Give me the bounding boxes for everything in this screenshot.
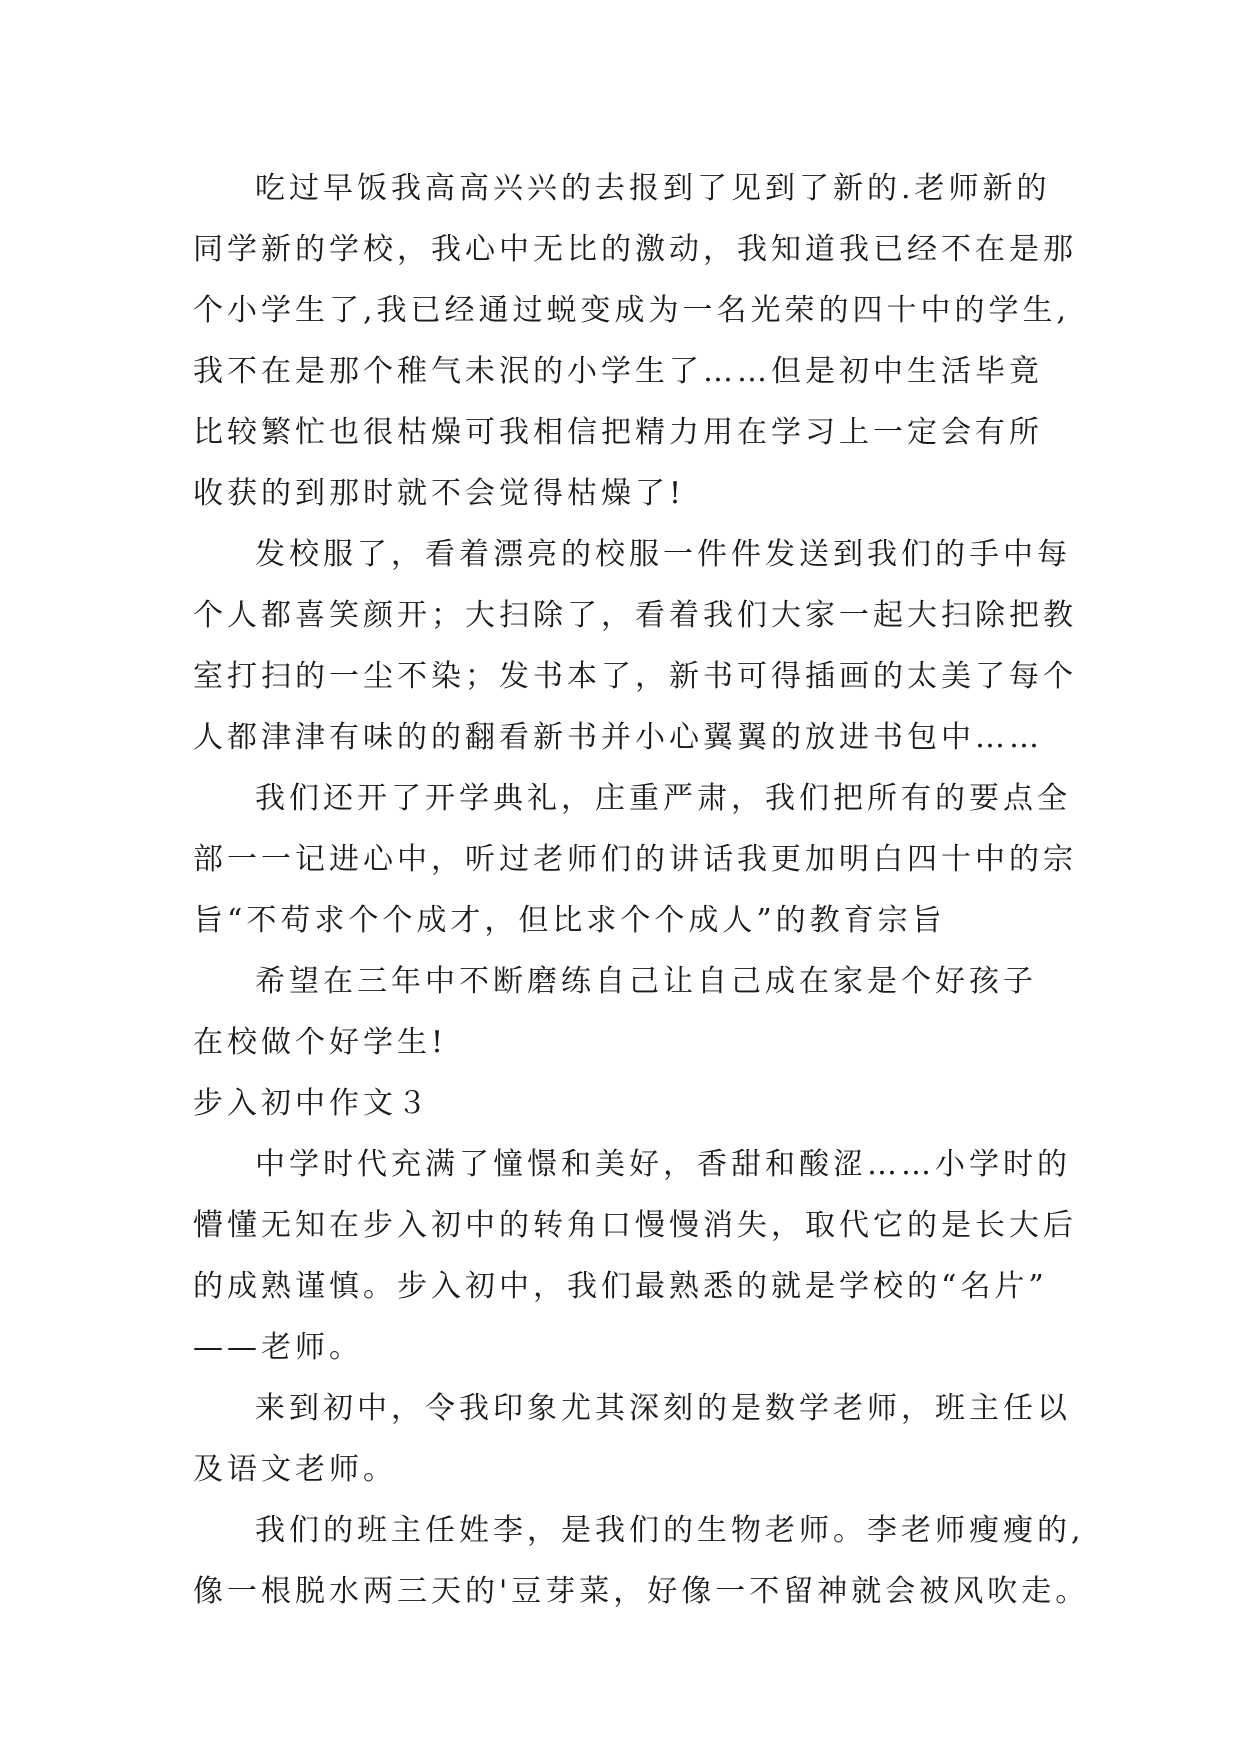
text-line: 旨“不苟求个个成才，但比求个个成人”的教育宗旨 xyxy=(193,903,946,938)
text-line: 人都津津有味的的翻看新书并小心翼翼的放进书包中…… xyxy=(193,720,1043,755)
section-heading: 步入初中作文３ xyxy=(193,1086,431,1121)
text-line: 收获的到那时就不会觉得枯燥了! xyxy=(193,476,686,511)
text-line: 室打扫的一尘不染；发书本了，新书可得插画的太美了每个 xyxy=(193,659,1077,694)
text-line: 希望在三年中不断磨练自己让自己成在家是个好孩子 xyxy=(255,964,1037,999)
text-line: 我不在是那个稚气未泯的小学生了……但是初中生活毕竟 xyxy=(193,354,1043,389)
text-line: 我们还开了开学典礼，庄重严肃，我们把所有的要点全 xyxy=(255,781,1071,816)
text-line: 部一一记进心中，听过老师们的讲话我更加明白四十中的宗 xyxy=(193,842,1077,877)
text-line: 吃过早饭我高高兴兴的去报到了见到了新的.老师新的 xyxy=(255,171,1051,206)
text-line: ——老师。 xyxy=(193,1330,363,1365)
text-line: 同学新的学校，我心中无比的激动，我知道我已经不在是那 xyxy=(193,232,1077,267)
text-line: 在校做个好学生! xyxy=(193,1025,448,1060)
text-line: 懵懂无知在步入初中的转角口慢慢消失，取代它的是长大后 xyxy=(193,1208,1077,1243)
text-line: 个小学生了,我已经通过蜕变成为一名光荣的四十中的学生, xyxy=(193,293,1071,328)
text-line: 我们的班主任姓李，是我们的生物老师。李老师瘦瘦的, xyxy=(255,1513,1085,1548)
text-line: 发校服了，看着漂亮的校服一件件发送到我们的手中每 xyxy=(255,537,1071,572)
document-body xyxy=(193,158,1093,1622)
text-line: 及语文老师。 xyxy=(193,1452,397,1487)
text-line: 个人都喜笑颜开；大扫除了，看着我们大家一起大扫除把教 xyxy=(193,598,1077,633)
text-line: 中学时代充满了憧憬和美好，香甜和酸涩……小学时的 xyxy=(255,1147,1071,1182)
text-line: 像一根脱水两三天的'豆芽菜，好像一不留神就会被风吹走。 xyxy=(193,1574,1090,1609)
text-line: 比较繁忙也很枯燥可我相信把精力用在学习上一定会有所 xyxy=(193,415,1043,450)
text-line: 的成熟谨慎。步入初中，我们最熟悉的就是学校的“名片” xyxy=(193,1269,1048,1304)
text-line: 来到初中，令我印象尤其深刻的是数学老师，班主任以 xyxy=(255,1391,1071,1426)
